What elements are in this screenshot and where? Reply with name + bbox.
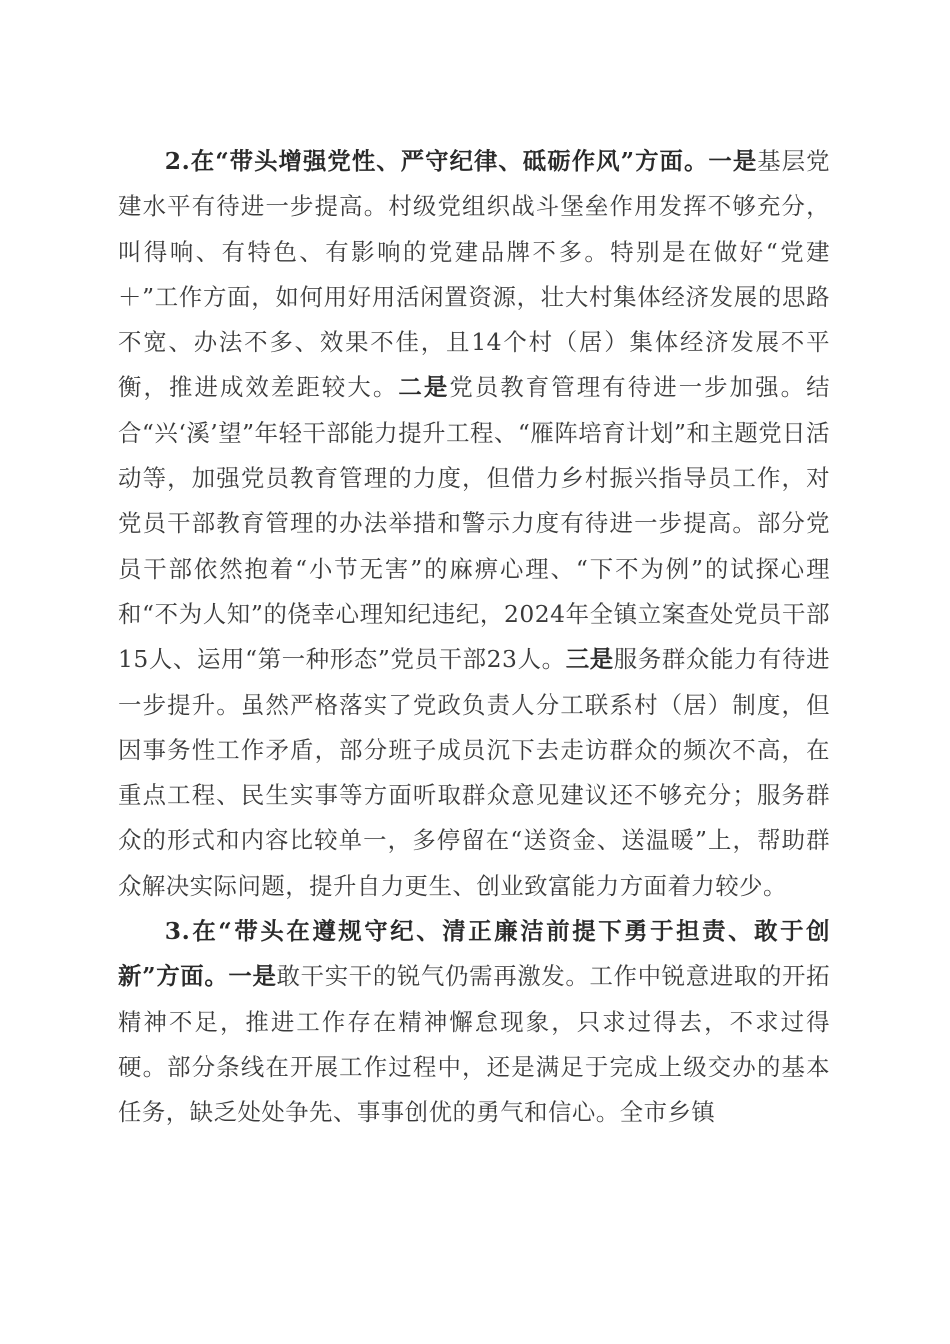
point-3-marker: 三是 <box>565 645 614 674</box>
point-3-text: 服务群众能力有待进一步提升。虽然严格落实了党政负责人分工联系村（居）制度，但因事务性工作矛盾，部分班子成员沉下去走访群众的频次不高，在重点工程、民生实事等方面听取群众意见建议还不够充分；服务群众的形式和内容比较单一，多停留在“送资金、送温暖”上，帮助群众解决实际问题，提升自力更生、创业致富能力方面着力较少。 <box>118 645 831 900</box>
paragraph-2-heading: 2.在“带头增强党性、严守纪律、砥砺作风”方面。 <box>164 147 709 175</box>
paragraph-2 <box>118 139 830 909</box>
point-1-text: 敢干实干的锐气仍需再激发。工作中锐意进取的开拓精神不足，推进工作存在精神懈怠现象，只求过得去，不求过得硬。部分条线在开展工作过程中，还是满足于完成上级交办的基本任务，缺乏处处争先、事事创优的勇气和信心。全市乡镇 <box>118 962 830 1127</box>
point-1-marker: 一是 <box>708 147 758 175</box>
point-1-marker: 一是 <box>228 962 277 991</box>
paragraph-3 <box>118 909 830 1135</box>
point-2-text: 党员教育管理有待进一步加强。结合“兴‘溪’望”年轻干部能力提升工程、“雁阵培育计划”和主题党日活动等，加强党员教育管理的力度，但借力乡村振兴指导员工作，对党员干部教育管理的办法举措和警示力度有待进一步提高。部分党员干部依然抱着“小节无害”的麻痹心理、“下不为例”的试探心理和“不为人知”的侥幸心理知纪违纪，2024年全镇立案查处党员干部15人、运用“第一种形态”党员干部23人。 <box>118 373 831 674</box>
document-page <box>118 139 830 1136</box>
point-1-text: 基层党建水平有待进一步提高。村级党组织战斗堡垒作用发挥不够充分，叫得响、有特色、有影响的党建品牌不多。特别是在做好“党建＋”工作方面，如何用好用活闲置资源，壮大村集体经济发展的思路不宽、办法不多、效果不佳，且14个村（居）集体经济发展不平衡，推进成效差距较大。 <box>118 147 831 402</box>
point-2-marker: 二是 <box>398 373 450 402</box>
paragraph-3-heading: 3.在“带头在遵规守纪、清正廉洁前提下勇于担责、敢于创新”方面。 <box>118 917 830 991</box>
